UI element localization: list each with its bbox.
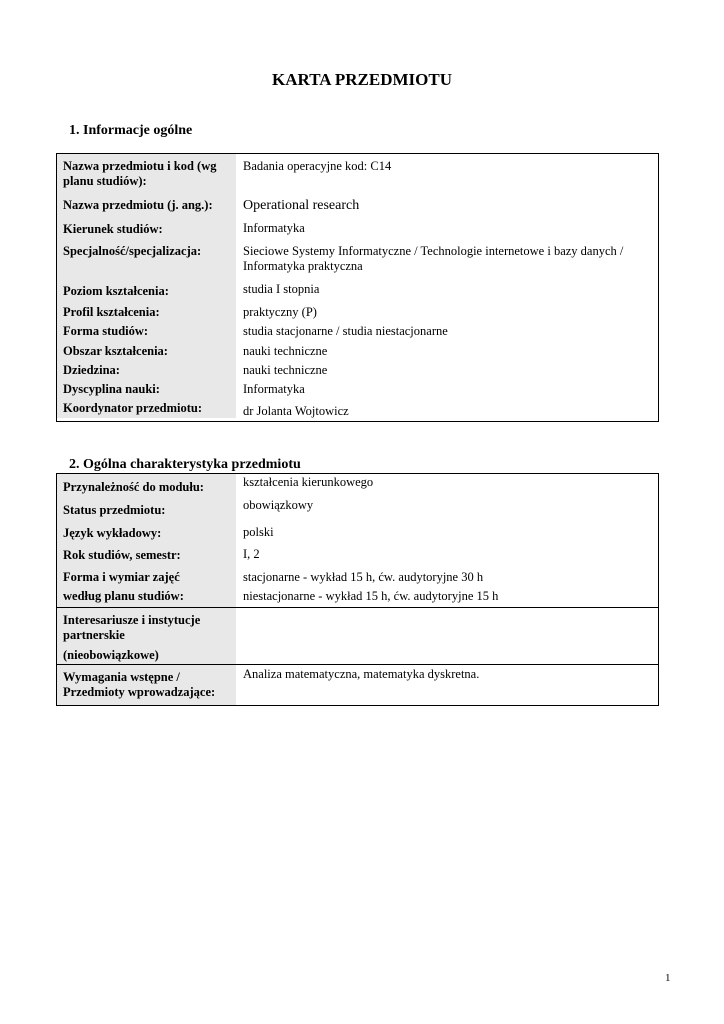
row-value-classes-stationary: stacjonarne - wykład 15 h, ćw. audytoryjne 30 h — [243, 570, 484, 584]
row-label-form: Forma studiów: — [63, 324, 149, 338]
row-value-status: obowiązkowy — [243, 498, 314, 512]
general-info-table — [56, 153, 659, 422]
row-label-discipline: Dyscyplina nauki: — [63, 382, 160, 396]
row-value-field: Informatyka — [243, 221, 305, 235]
row-label-coordinator: Koordynator przedmiotu: — [63, 401, 202, 415]
section-1-heading: 1. Informacje ogólne — [69, 123, 193, 138]
row-value-course-name-en: Operational research — [243, 198, 360, 213]
row-value-coordinator: dr Jolanta Wojtowicz — [243, 404, 349, 418]
row-label-module: Przynależność do modułu: — [63, 480, 204, 494]
row-value-year-semester: I, 2 — [243, 547, 260, 561]
row-label-specialization: Specjalność/specjalizacja: — [57, 240, 236, 280]
row-value-level: studia I stopnia — [243, 282, 320, 296]
row-value-course-name: Badania operacyjne kod: C14 — [243, 159, 392, 173]
document-title: KARTA PRZEDMIOTU — [272, 70, 452, 89]
characteristics-table — [56, 473, 659, 706]
row-label-profile: Profil kształcenia: — [63, 305, 160, 319]
row-label-area: Obszar kształcenia: — [63, 344, 168, 358]
row-label-study-plan: według planu studiów: — [63, 589, 184, 603]
row-label-optional: (nieobowiązkowe) — [63, 648, 159, 662]
row-label-language: Język wykładowy: — [63, 526, 162, 540]
row-label-year-semester: Rok studiów, semestr: — [63, 548, 181, 562]
row-label-level: Poziom kształcenia: — [57, 280, 236, 304]
row-label-status: Status przedmiotu: — [63, 503, 166, 517]
row-value-area: nauki techniczne — [243, 344, 328, 358]
row-label-group — [57, 474, 236, 608]
row-label-stakeholders: Interesariusze i instytucje partnerskie — [63, 613, 201, 642]
row-label-prerequisites: Wymagania wstępne / Przedmioty wprowadzające: — [57, 665, 236, 705]
row-value-prerequisites: Analiza matematyczna, matematyka dyskretna. — [243, 667, 480, 681]
row-label-classes-form: Forma i wymiar zajęć — [63, 570, 180, 584]
row-label-domain: Dziedzina: — [63, 363, 120, 377]
row-value-module: kształcenia kierunkowego — [243, 475, 374, 489]
row-value-domain: nauki techniczne — [243, 363, 328, 377]
row-value-language: polski — [243, 525, 274, 539]
row-label-course-name: Nazwa przedmiotu i kod (wg planu studiów): — [57, 154, 236, 194]
row-label-field: Kierunek studiów: — [57, 218, 236, 240]
page-number: 1 — [665, 972, 671, 984]
row-label-course-name-en: Nazwa przedmiotu (j. ang.): — [57, 194, 236, 218]
row-value-profile: praktyczny (P) — [243, 305, 317, 319]
row-value-classes-part-time: niestacjonarne - wykład 15 h, ćw. audytoryjne 15 h — [243, 589, 499, 603]
row-value-specialization: Sieciowe Systemy Informatyczne / Technologie internetowe i bazy danych / Informatyka praktyczna — [243, 244, 624, 273]
row-label-group — [57, 608, 236, 665]
row-value-discipline: Informatyka — [243, 382, 305, 396]
section-2-heading: 2. Ogólna charakterystyka przedmiotu — [69, 457, 301, 472]
row-label-group — [57, 304, 236, 418]
row-value-form: studia stacjonarne / studia niestacjonarne — [243, 324, 448, 338]
